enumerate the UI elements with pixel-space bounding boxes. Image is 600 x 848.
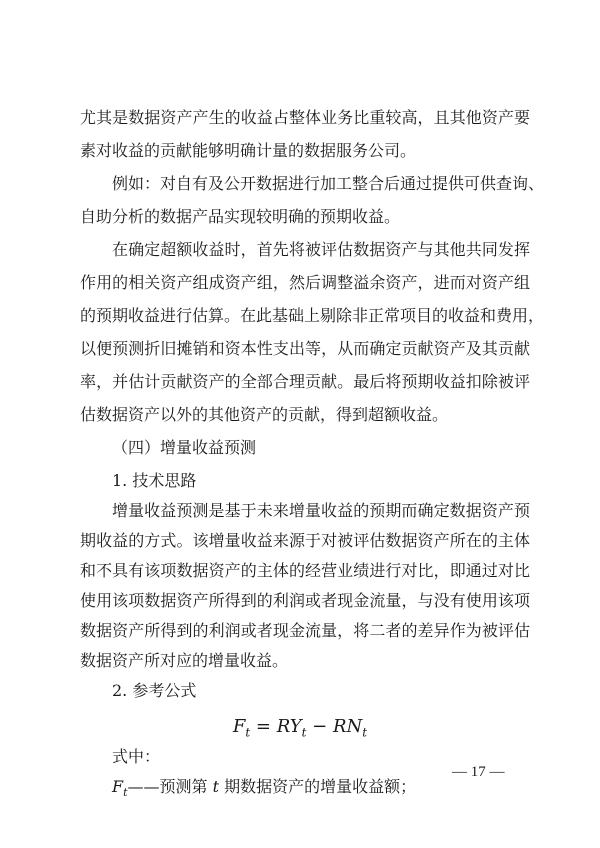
- formula: [0, 715, 600, 745]
- body-line: 的预期收益进行估算。在此基础上剔除非正常项目的收益和费用，: [80, 306, 545, 325]
- where-label: 式中：: [112, 747, 161, 766]
- body-line: 作用的相关资产组成资产组，然后调整溢余资产，进而对资产组: [80, 273, 530, 292]
- body-line: 尤其是数据资产产生的收益占整体业务比重较高，且其他资产要: [80, 108, 530, 127]
- body-line: 和不具有该项数据资产的主体的经营业绩进行对比，即通过对比: [80, 561, 530, 580]
- def-symbol-sub: t: [123, 786, 128, 800]
- body-line: 率，并估计贡献资产的全部合理贡献。最后将预期收益扣除被评: [80, 372, 530, 391]
- subsection-heading: 1. 技术思路: [112, 471, 197, 490]
- def-text-before: ——预测第: [127, 777, 213, 796]
- body-line: 以便预测折旧摊销和资本性支出等，从而确定贡献资产及其贡献: [80, 339, 530, 358]
- formula-lhs: F: [232, 716, 246, 737]
- body-line: 在确定超额收益时，首先将被评估数据资产与其他共同发挥: [112, 240, 530, 259]
- body-line: 数据资产所得到的利润或者现金流量，将二者的差异作为被评估: [80, 621, 530, 640]
- def-symbol: F: [112, 777, 124, 796]
- body-line: 增量收益预测是基于未来增量收益的预期而确定数据资产预: [112, 501, 530, 520]
- body-line: 期收益的方式。该增量收益来源于对被评估数据资产所在的主体: [80, 531, 530, 550]
- body-line: 素对收益的贡献能够明确计量的数据服务公司。: [80, 141, 417, 160]
- formula-equals: =: [250, 716, 277, 737]
- body-line: 自助分析的数据产品实现较明确的预期收益。: [80, 207, 401, 226]
- formula-term2-sub: t: [362, 725, 368, 740]
- formula-term1-sub: t: [301, 725, 307, 740]
- section-heading: （四）增量收益预测: [112, 438, 257, 457]
- formula-term2: RN: [332, 716, 363, 737]
- formula-term1: RY: [276, 716, 302, 737]
- subsection-heading: 2. 参考公式: [112, 681, 197, 700]
- body-line: 使用该项数据资产所得到的利润或者现金流量，与没有使用该项: [80, 591, 530, 610]
- def-var: t: [212, 777, 220, 796]
- body-line: 数据资产所对应的增量收益。: [80, 651, 289, 670]
- body-line: 例如：对自有及公开数据进行加工整合后通过提供可供查询、: [112, 174, 545, 193]
- formula-lhs-sub: t: [245, 725, 251, 740]
- formula-minus: −: [306, 716, 333, 737]
- def-text-after: 期数据资产的增量收益额；: [219, 777, 417, 796]
- page-number: — 17 —: [452, 764, 505, 780]
- body-line: 估数据资产以外的其他资产的贡献，得到超额收益。: [80, 405, 449, 424]
